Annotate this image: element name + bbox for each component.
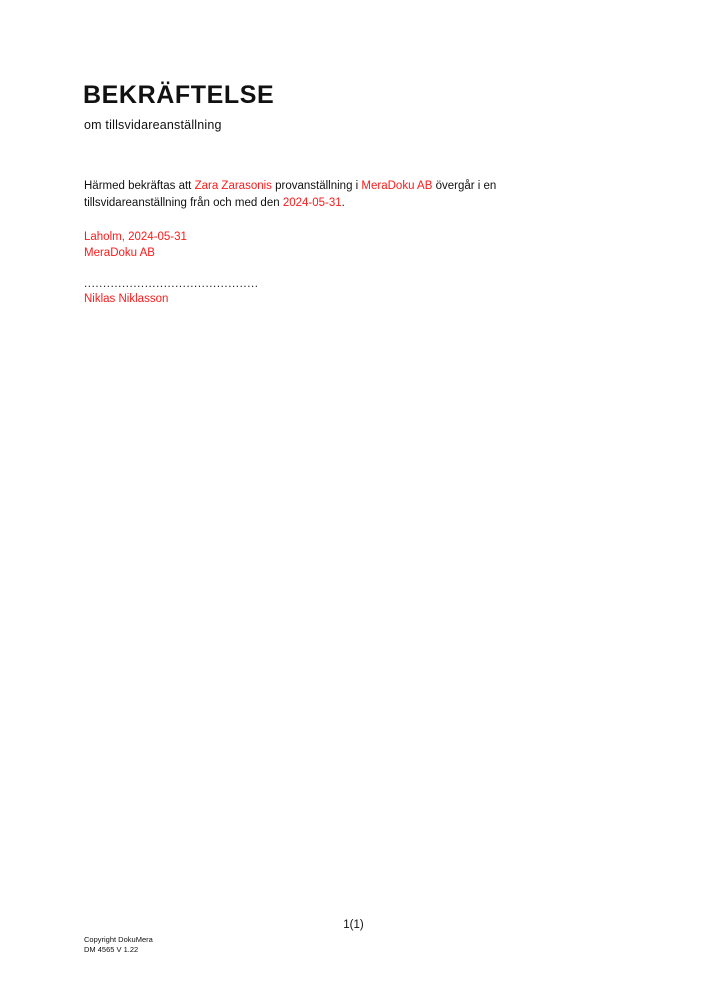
body-text-part4: .: [341, 197, 345, 209]
company-line: MeraDoku AB: [84, 247, 155, 259]
footer-copyright: Copyright DokuMera: [84, 935, 153, 944]
company-name-field: MeraDoku AB: [361, 180, 433, 192]
place-and-date: Laholm, 2024-05-31: [84, 231, 187, 243]
start-date-field: 2024-05-31: [282, 197, 342, 209]
footer-doc-ref: DM 4565 V 1.22: [84, 945, 139, 954]
footer: [84, 935, 153, 955]
body-text-part2: provanställning i: [271, 180, 362, 192]
signatory-name: Niklas Niklasson: [84, 293, 169, 305]
body-paragraph: [84, 178, 536, 212]
place-and-date-block: [84, 229, 187, 261]
page-title: BEKRÄFTELSE: [83, 81, 275, 109]
signature-line: ..............................................: [84, 278, 259, 290]
page-number: 1(1): [343, 919, 364, 931]
employee-name-field: Zara Zarasonis: [194, 180, 272, 192]
page-subtitle: om tillsvidareanställning: [84, 118, 222, 132]
body-text-part3: övergår i en tillsvidareanställning från och med den: [84, 180, 497, 209]
body-text-part1: Härmed bekräftas att: [84, 180, 195, 192]
